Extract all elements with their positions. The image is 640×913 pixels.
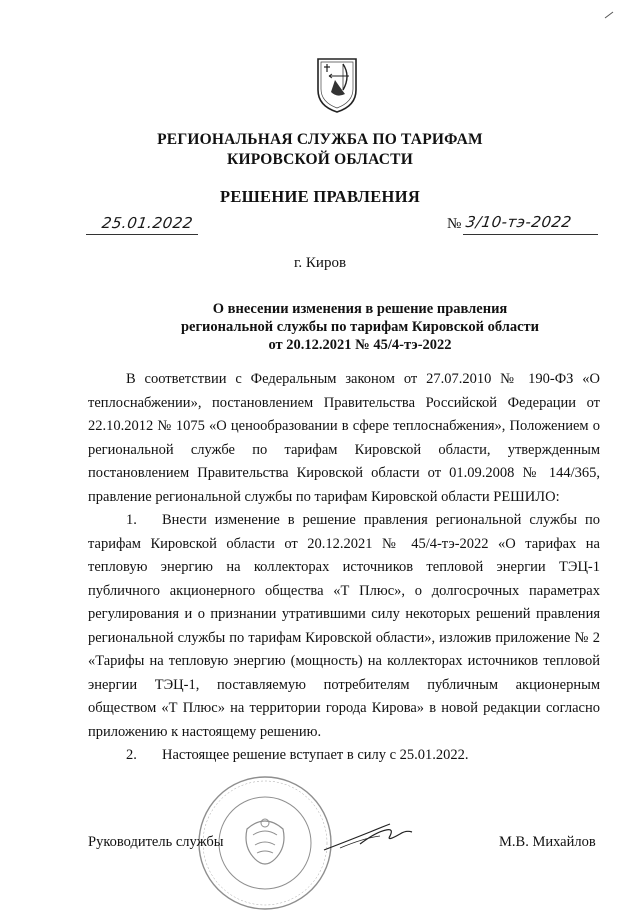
signature-icon <box>320 818 420 858</box>
decision-title: РЕШЕНИЕ ПРАВЛЕНИЯ <box>219 187 421 206</box>
organization-name-line1: РЕГИОНАЛЬНАЯ СЛУЖБА ПО ТАРИФАМ <box>157 131 483 148</box>
decision-subject <box>120 300 600 354</box>
preamble-paragraph: В соответствии с Федеральным законом от 27.07.2010 № 190-ФЗ «О теплоснабжении», постановлением Правительства Российской Федерации от 22.10.2012 № 1075 «О ценообразовании в сфере теплоснабжения», Положением о региональной службе по тарифам Кировской области, утвержденным постановлением Правительства Кировской области от 01.09.2008 № 144/365, правление региональной службы по тарифам Кировской области РЕШИЛО: <box>88 371 600 505</box>
city: г. Киров <box>293 255 347 271</box>
signatory-role: Руководитель службы <box>88 834 224 850</box>
handwritten-number: 3/10-тэ-2022 <box>464 213 573 231</box>
handwritten-date: 25.01.2022 <box>100 214 195 232</box>
decision-body <box>88 368 600 768</box>
coat-of-arms-icon <box>315 56 359 114</box>
subject-line2: региональной службы по тарифам Кировской области <box>180 319 540 335</box>
number-sign: № <box>447 216 462 232</box>
corner-mark-icon <box>604 10 614 20</box>
item-number: 1. <box>126 512 137 528</box>
signatory-name: М.В. Михайлов <box>499 834 596 850</box>
date-underline <box>86 234 198 235</box>
subject-line3: от 20.12.2021 № 45/4-тэ-2022 <box>268 337 452 353</box>
item-text: Настоящее решение вступает в силу с 25.01.2022. <box>162 747 469 763</box>
item-text: Внести изменение в решение правления региональной службы по тарифам Кировской области от 20.12.2021 № 45/4-тэ-2022 «О тарифах на тепловую энергию на коллекторах источников тепловой энергии ТЭЦ-1 публичного акционерного общества «Т Плюс», о долгосрочных параметрах регулирования и о признании утратившими силу некоторых решений правления региональной службы по тарифам Кировской области», изложив приложение № 2 «Тарифы на тепловую энергию (мощность) на коллекторах источников тепловой энергии ТЭЦ-1, поставляемую потребителям публичным акционерным обществом «Т Плюс» на территории города Кирова» в новой редакции согласно приложению к настоящему решению. <box>88 512 600 740</box>
list-item <box>88 744 600 768</box>
organization-name <box>0 130 640 170</box>
number-underline <box>463 234 598 235</box>
organization-name-line2: КИРОВСКОЙ ОБЛАСТИ <box>227 151 413 168</box>
subject-line1: О внесении изменения в решение правления <box>212 301 508 317</box>
list-item <box>88 509 600 744</box>
item-number: 2. <box>126 747 137 763</box>
